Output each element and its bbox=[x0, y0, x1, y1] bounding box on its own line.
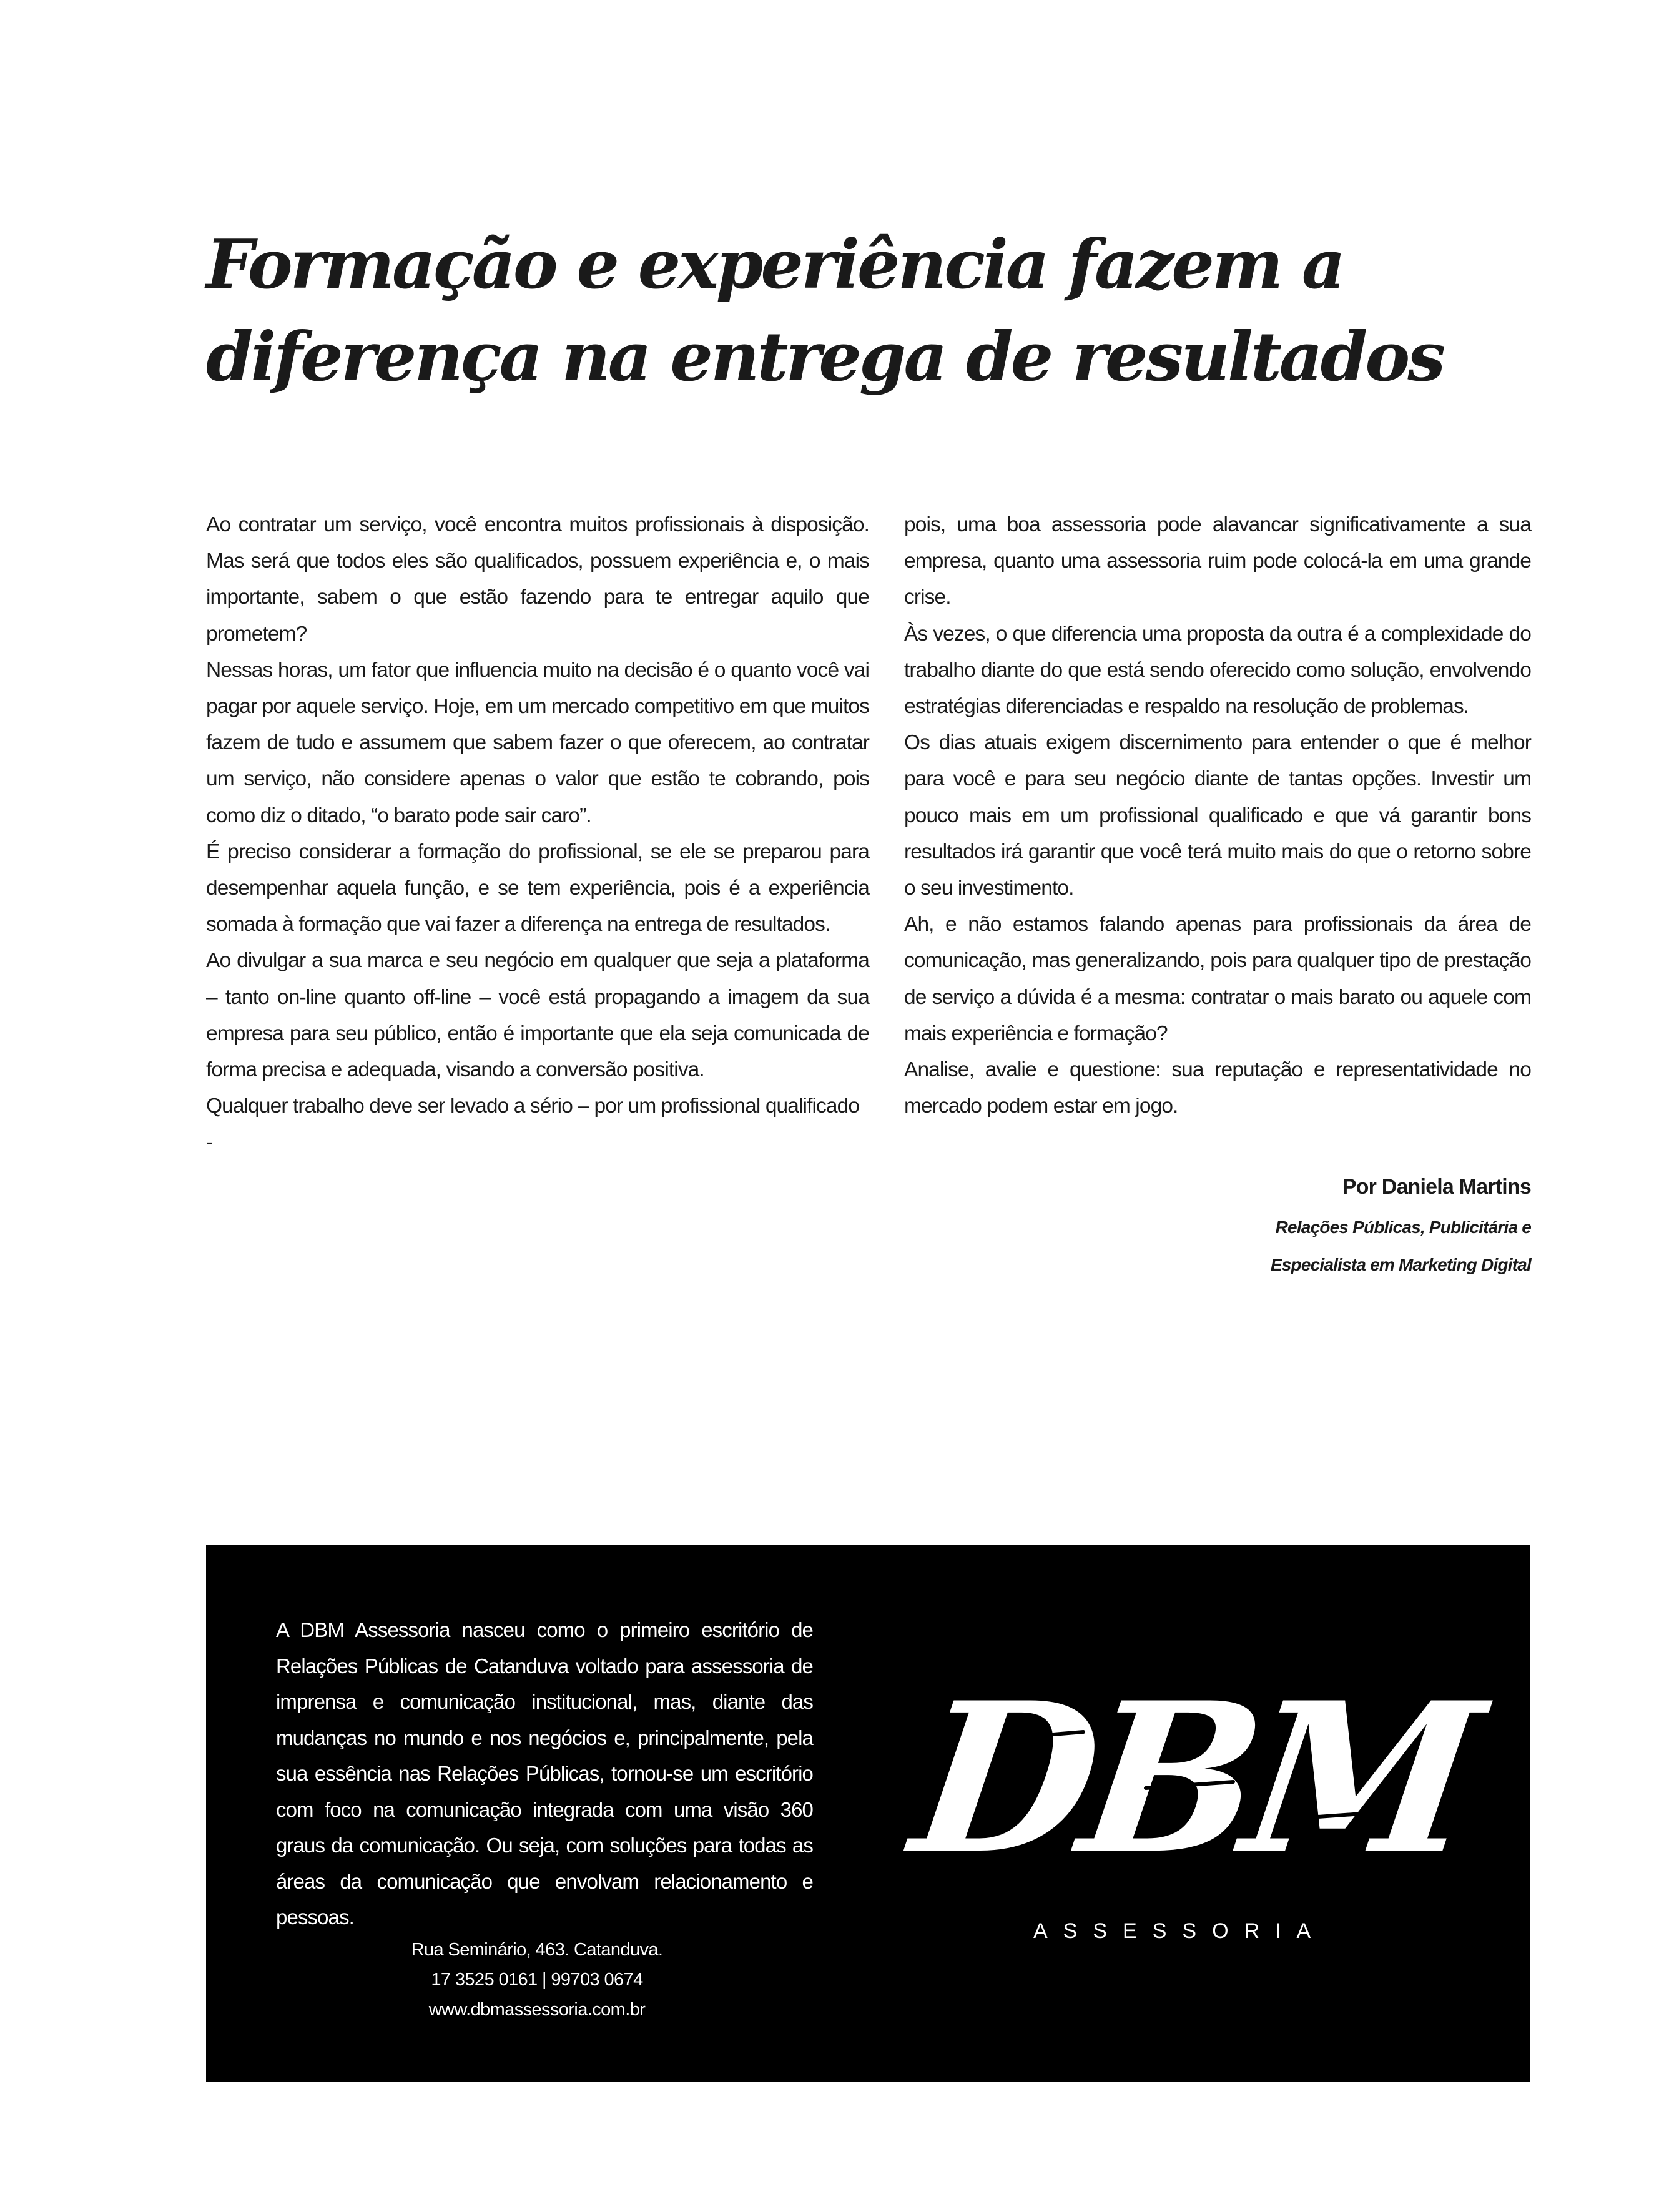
article-title bbox=[206, 219, 1444, 403]
byline-role-line-1: Relações Públicas, Publicitária e bbox=[1275, 1217, 1531, 1237]
paragraph: Ah, e não estamos falando apenas para profissionais da área de comunicação, mas generalizando, pois para qualquer tipo de prestação de serviço a dúvida é a mesma: contratar o mais barato ou aquele com mais experiência e formação? bbox=[904, 913, 1531, 1045]
dbm-logo-subtitle: ASSESSORIA bbox=[1033, 1919, 1327, 1943]
dbm-logo bbox=[901, 1658, 1483, 1900]
paragraph: Ao divulgar a sua marca e seu negócio em qualquer que seja a plataforma – tanto on-line quanto off-line – você está propagando a imagem da sua empresa para seu público, então é importante que ela seja comunicada de forma precisa e adequada, visando a conversão positiva. bbox=[206, 949, 869, 1082]
company-website-link[interactable]: www.dbmassessoria.com.br bbox=[428, 2000, 646, 2020]
paragraph: Ao contratar um serviço, você encontra muitos profissionais à disposição. Mas será que todos eles são qualificados, possuem experiência e, o mais importante, sabem o que estão fazendo para te entregar aquilo que prometem? bbox=[206, 513, 869, 646]
paragraph: Nessas horas, um fator que influencia muito na decisão é o quanto você vai pagar por aquele serviço. Hoje, em um mercado competitivo em que muitos fazem de tudo e assumem que sabem fazer o que oferecem, ao contratar um serviço, não considere apenas o valor que estão te cobrando, pois como diz o ditado, “o barato pode sair caro”. bbox=[206, 658, 869, 827]
paragraph: Às vezes, o que diferencia uma proposta da outra é a complexidade do trabalho diante do que está sendo oferecido como solução, envolvendo estratégias diferenciadas e respaldo na resolução de problemas. bbox=[904, 622, 1531, 719]
paragraph: Qualquer trabalho deve ser levado a sério – por um profissional qualificado - bbox=[206, 1094, 860, 1154]
article-column-right bbox=[904, 507, 1531, 1124]
article-column-left bbox=[206, 507, 869, 1161]
company-phones: 17 3525 0161 | 99703 0674 bbox=[431, 1970, 643, 1990]
paragraph: pois, uma boa assessoria pode alavancar significativamente a sua empresa, quanto uma assessoria ruim pode colocá-la em uma grande crise. bbox=[904, 513, 1531, 609]
company-about-text: A DBM Assessoria nasceu como o primeiro escritório de Relações Públicas de Catanduva voltado para assessoria de imprensa e comunicação institucional, mas, diante das mudanças no mundo e nos negócios e, principalmente, pela sua essência nas Relações Públicas, tornou-se um escritório com foco na comunicação integrada com uma visão 360 graus da comunicação. Ou seja, com soluções para todas as áreas da comunicação que envolvam relacionamento e pessoas. bbox=[276, 1618, 813, 1929]
company-contact bbox=[350, 1935, 724, 2025]
company-info-box bbox=[206, 1545, 1530, 2082]
paragraph: Analise, avalie e questione: sua reputação e representatividade no mercado podem estar em jogo. bbox=[904, 1058, 1531, 1118]
byline bbox=[1271, 1165, 1531, 1284]
company-address: Rua Seminário, 463. Catanduva. bbox=[411, 1940, 663, 1960]
paragraph: Os dias atuais exigem discernimento para entender o que é melhor para você e para seu negócio diante de tantas opções. Investir um pouco mais em um profissional qualificado e que vá garantir bons resultados irá garantir que você terá muito mais do que o retorno sobre o seu investimento. bbox=[904, 731, 1531, 900]
byline-role-line-2: Especialista em Marketing Digital bbox=[1270, 1255, 1531, 1274]
article-title-line-1: Formação e experiência fazem a bbox=[206, 225, 1343, 304]
dbm-logo-mark: DBM bbox=[901, 1658, 1483, 1900]
article-title-line-2: diferença na entrega de resultados bbox=[206, 318, 1444, 396]
paragraph: É preciso considerar a formação do profissional, se ele se preparou para desempenhar aquela função, e se tem experiência, pois é a experiência somada à formação que vai fazer a diferença na entrega de resultados. bbox=[206, 840, 869, 936]
byline-author: Por Daniela Martins bbox=[1342, 1175, 1531, 1199]
